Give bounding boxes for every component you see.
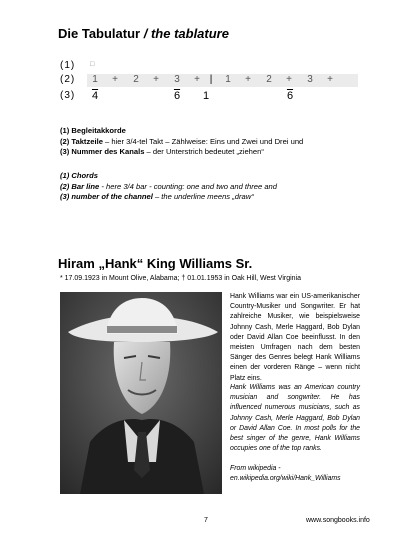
tab-label-2: (2)	[60, 74, 76, 85]
tab-row-bar	[60, 74, 360, 88]
legend-term: Nummer des Kanals	[71, 147, 145, 156]
artist-photo	[60, 292, 222, 494]
legend-num: (3)	[60, 192, 70, 201]
legend-item	[60, 126, 303, 137]
legend-desc: – hier 3/4-tel Takt – Zählweise: Eins und Zwei und Drei und	[102, 136, 304, 146]
page-title	[58, 26, 229, 41]
portrait-illustration	[60, 292, 222, 494]
bio-german: Hank Williams war ein US-amerikanischer Country-Musiker und Songwriter. Er hat zahlreiche Musiker, wie beispielsweise Johnny Cash, Merle Haggard, Bob Dylan oder David Allan Coe beeinflusst. In den meisten Umfragen nach dem besten Sänger des Genres belegt Hank Williams einen der vorderen Ränge – wenn nicht Platz eins.	[230, 293, 360, 382]
legend-term: Chords	[71, 171, 98, 180]
beat-1: 1	[92, 74, 98, 85]
channel-number-draw: 6	[173, 90, 181, 102]
beat-3: 3	[307, 74, 313, 85]
title-separator: /	[140, 26, 151, 41]
tab-row-chords	[60, 60, 360, 74]
legend-desc: – the underline meens „draw“	[152, 192, 254, 201]
legend-item	[60, 171, 277, 182]
legend-item	[60, 192, 277, 203]
channel-number: 1	[202, 90, 210, 102]
legend-item	[60, 182, 277, 193]
legend-term: Bar line	[71, 181, 100, 191]
legend-term: Begleitakkorde	[71, 126, 126, 135]
legend-item	[60, 147, 303, 158]
beat-and: +	[112, 74, 118, 85]
title-main: Die Tabulatur	[58, 26, 141, 41]
source-label: From wikipedia -	[230, 465, 281, 472]
title-translation: the tablature	[150, 26, 229, 41]
legend-german	[60, 126, 303, 158]
beat-3: 3	[174, 74, 180, 85]
artist-dates: * 17.09.1923 in Mount Olive, Alabama; † 01.01.1953 in Oak Hill, West Virginia	[60, 275, 301, 282]
legend-num: (1)	[60, 171, 70, 180]
legend-term: number of the channel	[71, 192, 153, 201]
channel-number-draw: 6	[286, 90, 294, 102]
tab-row-channels	[60, 90, 360, 104]
bar-divider: |	[209, 74, 213, 85]
channel-number-draw: 4	[91, 90, 99, 102]
beat-and: +	[245, 74, 251, 85]
beat-and: +	[327, 74, 333, 85]
legend-english	[60, 171, 277, 203]
beat-2: 2	[133, 74, 139, 85]
page-number: 7	[204, 517, 208, 524]
legend-desc: - here 3/4 bar - counting: one and two and three and	[99, 181, 277, 191]
legend-num: (3)	[60, 147, 70, 156]
legend-num: (2)	[60, 136, 70, 146]
legend-item	[60, 137, 303, 148]
site-url[interactable]: www.songbooks.info	[306, 517, 370, 524]
beat-and: +	[194, 74, 200, 85]
source-link[interactable]: en.wikipedia.org/wiki/Hank_Williams	[230, 475, 341, 482]
legend-num: (1)	[60, 126, 70, 135]
beat-and: +	[286, 74, 292, 85]
legend-desc: – der Unterstrich bedeutet „ziehen“	[144, 147, 264, 156]
beat-and: +	[153, 74, 159, 85]
beat-2: 2	[266, 74, 272, 85]
tab-label-3: (3)	[60, 90, 76, 101]
tab-label-1: (1)	[60, 60, 76, 71]
artist-name: Hiram „Hank“ King Williams Sr.	[58, 256, 253, 271]
chord-placeholder: □	[90, 61, 95, 68]
legend-term: Taktzeile	[71, 136, 103, 146]
legend-num: (2)	[60, 181, 70, 191]
bio-english: Hank Williams was an American country musician and songwriter. He has influenced numerous musicians, such as Johnny Cash, Merle Haggard, Bob Dylan or David Allan Coe. In most polls for the best singer of the genre, Hank Williams occupies one of the top ranks.	[230, 384, 360, 453]
beat-1: 1	[225, 74, 231, 85]
